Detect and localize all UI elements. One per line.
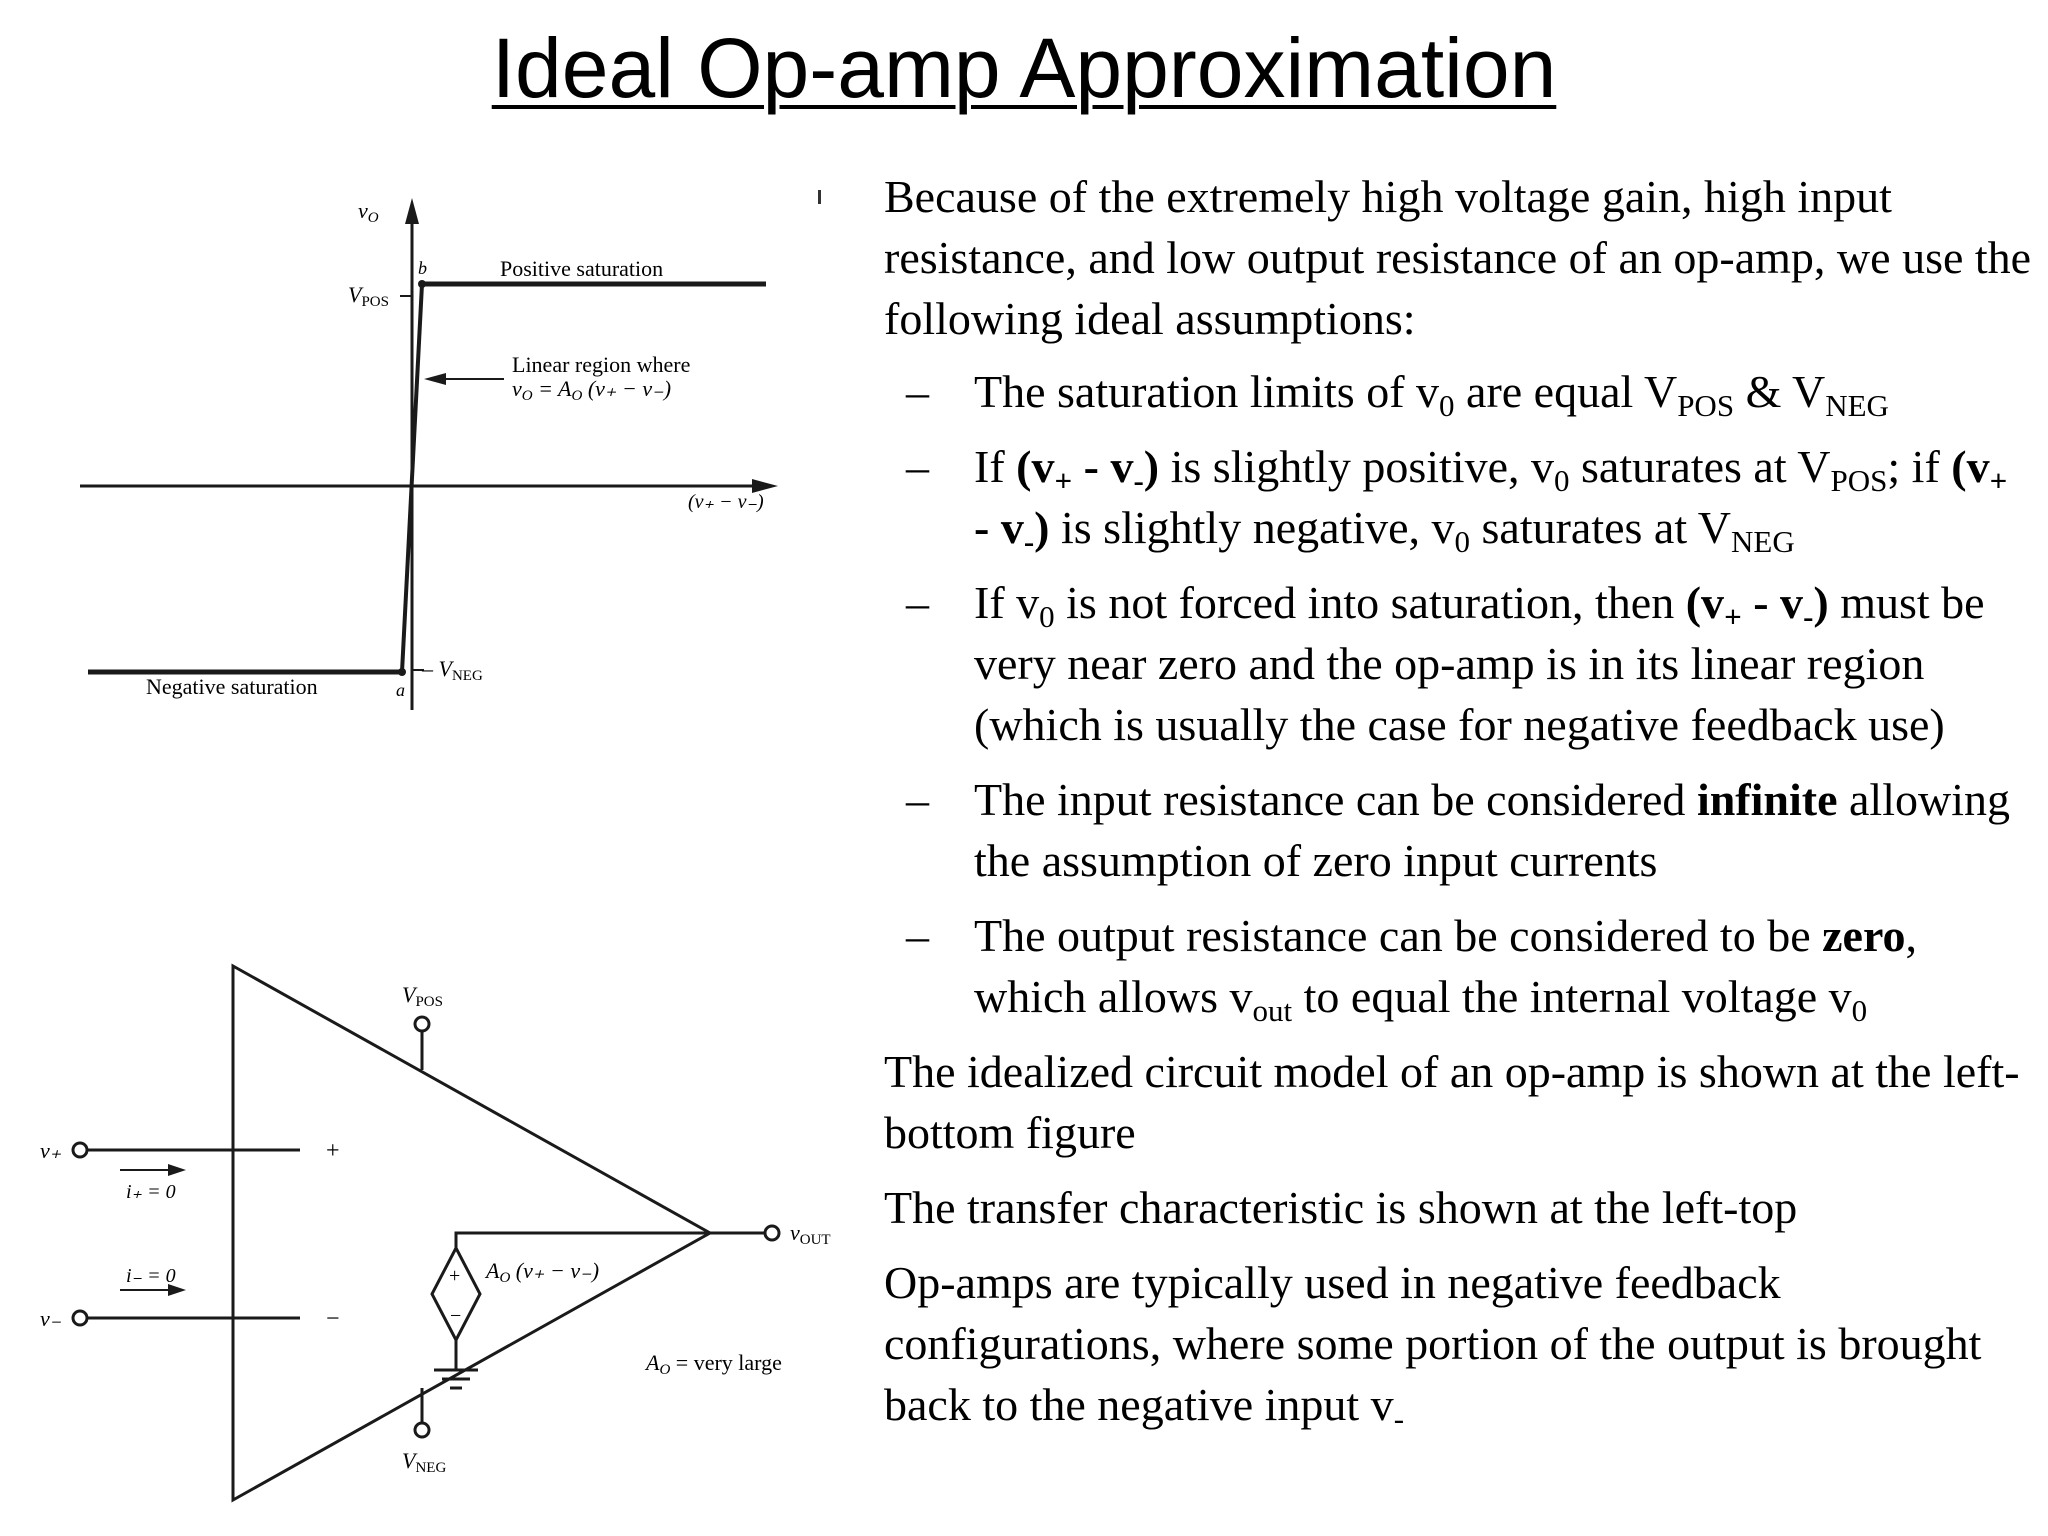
v-neg-label: – VNEG [422, 656, 483, 684]
source-label: AO (v₊ − v₋) [486, 1258, 600, 1286]
y-axis-label: vO [358, 198, 379, 226]
minus-input-sign: − [326, 1306, 340, 1332]
v-neg-terminal [415, 1423, 429, 1437]
source-minus-sign: − [450, 1305, 462, 1327]
bullet-saturates: – If $(v_+ - v_-)$ is slightly positive, $v_0$ saturates at $V_{POS}$; if $(v_+ - v_-)$ is slightly negative, $v_0$ saturates at $V_{NEG}$ [906, 441, 2008, 559]
positive-saturation-label: Positive saturation [500, 256, 664, 281]
bullet-saturation-limits: – The saturation limits of $v_0$ are equal $V_{POS}$ & $V_{NEG}$ [906, 366, 1889, 423]
circuit-model-paragraph: The idealized circuit model of an op-amp is shown at the left-bottom figure [884, 1046, 2020, 1158]
plus-input-sign: + [326, 1138, 340, 1164]
body-text [884, 166, 2034, 1449]
point-b [418, 280, 426, 288]
bullet-output-resistance: – The output resistance can be considered to be zero, which allows $v_{out}$ to equal the internal voltage $v_0$ [906, 910, 1918, 1028]
x-axis-label: (v₊ − v₋) [688, 491, 764, 513]
intro-paragraph: Because of the extremely high voltage gain, high input resistance, and low output resistance of an op-amp, we use the following ideal assumptions: [884, 171, 2032, 344]
source-wire [456, 1233, 710, 1248]
v-out-terminal [765, 1226, 779, 1240]
i-minus-label: i₋ = 0 [126, 1265, 176, 1287]
transfer-paragraph: The transfer characteristic is shown at the left-top [884, 1182, 1798, 1233]
v-neg-label: VNEG [402, 1448, 447, 1476]
bullet-linear-region: – If $v_0$ is not forced into saturation, then $(v_+ - v_-)$ must be very near zero and the op-amp is in its linear region (which is usually the case for negative feedback use) [906, 577, 1985, 750]
v-out-label: vOUT [790, 1220, 831, 1248]
bullet-input-resistance: – The input resistance can be considered infinite allowing the assumption of zero input currents [906, 774, 2010, 886]
source-plus-sign: + [449, 1265, 461, 1287]
point-b-label: b [418, 258, 427, 278]
i-plus-label: i₊ = 0 [126, 1181, 176, 1203]
transfer-characteristic-figure [60, 190, 800, 730]
op-amp-circuit-figure [20, 950, 860, 1510]
y-axis-arrow [405, 198, 419, 224]
v-minus-label: v₋ [40, 1306, 62, 1331]
point-a-label: a [396, 680, 405, 700]
linear-region-label: Linear region where [512, 352, 691, 377]
v-plus-terminal [73, 1143, 87, 1157]
feedback-paragraph: Op-amps are typically used in negative feedback configurations, where some portion of the output is brought back to the negative input $v_-$ [884, 1257, 1982, 1436]
page-title: Ideal Op-amp Approximation [491, 21, 1557, 115]
v-pos-label: VPOS [402, 982, 443, 1010]
linear-region-equation: vO = AO (v₊ − v₋) [512, 376, 672, 404]
v-plus-label: v₊ [40, 1138, 62, 1163]
stray-mark [818, 190, 821, 204]
negative-saturation-label: Negative saturation [146, 674, 318, 699]
v-pos-label: VPOS [348, 282, 389, 310]
v-pos-terminal [415, 1017, 429, 1031]
v-minus-terminal [73, 1311, 87, 1325]
gain-label: AO = very large [646, 1350, 782, 1378]
point-a [398, 668, 406, 676]
